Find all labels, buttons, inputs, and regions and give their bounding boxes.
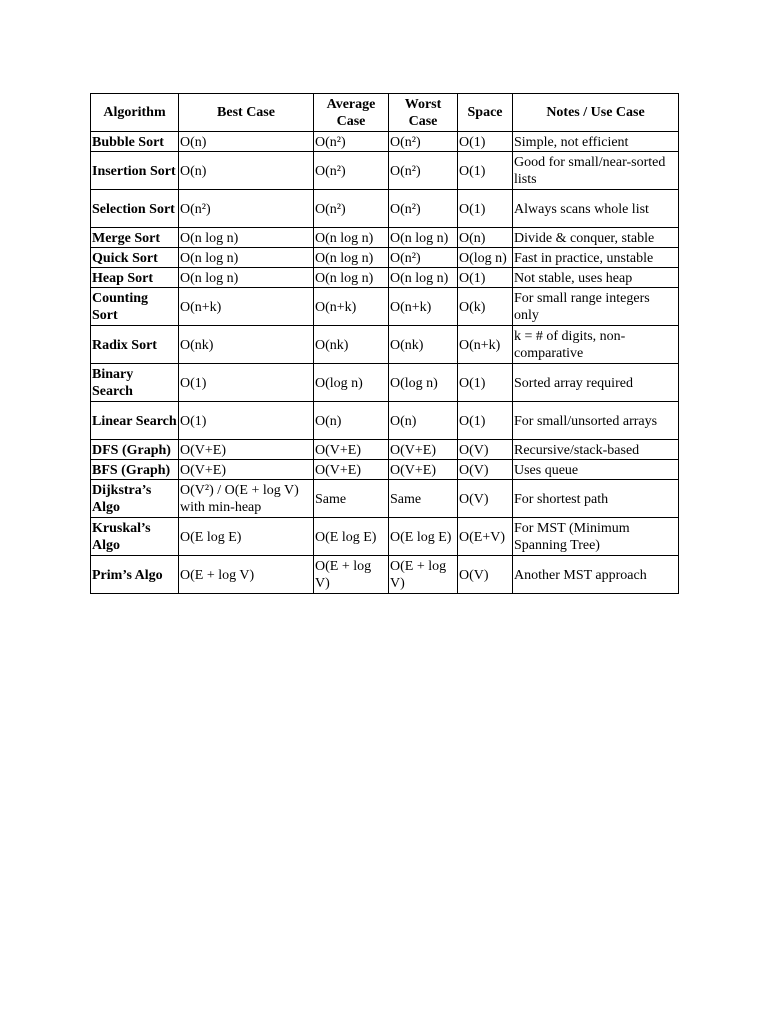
- algorithm-cell: Merge Sort: [91, 228, 179, 248]
- best-case-cell: O(1): [179, 402, 314, 440]
- notes-cell: Another MST approach: [513, 556, 679, 594]
- average-case-cell: O(E + log V): [314, 556, 389, 594]
- best-case-cell: O(V+E): [179, 460, 314, 480]
- table-body: [91, 132, 679, 594]
- table-row: [91, 228, 679, 248]
- space-cell: O(log n): [458, 248, 513, 268]
- average-case-cell: O(n²): [314, 132, 389, 152]
- algorithm-cell: Linear Search: [91, 402, 179, 440]
- worst-case-cell: O(E log E): [389, 518, 458, 556]
- algorithm-cell: Heap Sort: [91, 268, 179, 288]
- worst-case-cell: O(n): [389, 402, 458, 440]
- table-row: [91, 440, 679, 460]
- space-cell: O(n+k): [458, 326, 513, 364]
- average-case-cell: O(nk): [314, 326, 389, 364]
- best-case-cell: O(n²): [179, 190, 314, 228]
- notes-cell: For shortest path: [513, 480, 679, 518]
- header-average-case: Average Case: [314, 94, 389, 132]
- best-case-cell: O(n): [179, 152, 314, 190]
- space-cell: O(1): [458, 152, 513, 190]
- worst-case-cell: O(n²): [389, 190, 458, 228]
- space-cell: O(V): [458, 460, 513, 480]
- worst-case-cell: O(V+E): [389, 440, 458, 460]
- algorithm-cell: Quick Sort: [91, 248, 179, 268]
- header-algorithm: Algorithm: [91, 94, 179, 132]
- best-case-cell: O(n+k): [179, 288, 314, 326]
- average-case-cell: O(V+E): [314, 440, 389, 460]
- worst-case-cell: O(n+k): [389, 288, 458, 326]
- average-case-cell: O(n+k): [314, 288, 389, 326]
- notes-cell: Good for small/near-sorted lists: [513, 152, 679, 190]
- average-case-cell: O(n²): [314, 152, 389, 190]
- best-case-cell: O(V²) / O(E + log V) with min-heap: [179, 480, 314, 518]
- best-case-cell: O(E log E): [179, 518, 314, 556]
- table-row: [91, 132, 679, 152]
- notes-cell: Not stable, uses heap: [513, 268, 679, 288]
- table-row: [91, 480, 679, 518]
- average-case-cell: O(n log n): [314, 268, 389, 288]
- table-row: [91, 268, 679, 288]
- space-cell: O(k): [458, 288, 513, 326]
- table-header: [91, 94, 679, 132]
- average-case-cell: O(E log E): [314, 518, 389, 556]
- worst-case-cell: O(n²): [389, 132, 458, 152]
- header-notes: Notes / Use Case: [513, 94, 679, 132]
- best-case-cell: O(n log n): [179, 248, 314, 268]
- notes-cell: k = # of digits, non-comparative: [513, 326, 679, 364]
- complexity-table: [90, 93, 679, 594]
- worst-case-cell: O(n²): [389, 152, 458, 190]
- best-case-cell: O(1): [179, 364, 314, 402]
- notes-cell: For small range integers only: [513, 288, 679, 326]
- header-space: Space: [458, 94, 513, 132]
- space-cell: O(E+V): [458, 518, 513, 556]
- table-row: [91, 364, 679, 402]
- space-cell: O(1): [458, 402, 513, 440]
- notes-cell: Fast in practice, unstable: [513, 248, 679, 268]
- algorithm-cell: Selection Sort: [91, 190, 179, 228]
- worst-case-cell: O(log n): [389, 364, 458, 402]
- space-cell: O(1): [458, 364, 513, 402]
- best-case-cell: O(n): [179, 132, 314, 152]
- space-cell: O(1): [458, 132, 513, 152]
- notes-cell: Recursive/stack-based: [513, 440, 679, 460]
- average-case-cell: O(V+E): [314, 460, 389, 480]
- best-case-cell: O(V+E): [179, 440, 314, 460]
- worst-case-cell: Same: [389, 480, 458, 518]
- worst-case-cell: O(nk): [389, 326, 458, 364]
- average-case-cell: O(n log n): [314, 228, 389, 248]
- worst-case-cell: O(V+E): [389, 460, 458, 480]
- average-case-cell: Same: [314, 480, 389, 518]
- table-row: [91, 518, 679, 556]
- best-case-cell: O(n log n): [179, 268, 314, 288]
- notes-cell: Simple, not efficient: [513, 132, 679, 152]
- table-row: [91, 152, 679, 190]
- notes-cell: Sorted array required: [513, 364, 679, 402]
- algorithm-cell: Insertion Sort: [91, 152, 179, 190]
- algorithm-cell: Bubble Sort: [91, 132, 179, 152]
- average-case-cell: O(n²): [314, 190, 389, 228]
- notes-cell: For small/unsorted arrays: [513, 402, 679, 440]
- table-row: [91, 190, 679, 228]
- average-case-cell: O(n): [314, 402, 389, 440]
- worst-case-cell: O(n log n): [389, 228, 458, 248]
- worst-case-cell: O(n²): [389, 248, 458, 268]
- notes-cell: For MST (Minimum Spanning Tree): [513, 518, 679, 556]
- algorithm-cell: Counting Sort: [91, 288, 179, 326]
- notes-cell: Uses queue: [513, 460, 679, 480]
- algorithm-cell: Radix Sort: [91, 326, 179, 364]
- space-cell: O(V): [458, 440, 513, 460]
- header-worst-case: Worst Case: [389, 94, 458, 132]
- algorithm-cell: Binary Search: [91, 364, 179, 402]
- table-row: [91, 556, 679, 594]
- average-case-cell: O(n log n): [314, 248, 389, 268]
- space-cell: O(V): [458, 480, 513, 518]
- table-row: [91, 248, 679, 268]
- algorithm-cell: Kruskal’s Algo: [91, 518, 179, 556]
- best-case-cell: O(E + log V): [179, 556, 314, 594]
- average-case-cell: O(log n): [314, 364, 389, 402]
- table-row: [91, 402, 679, 440]
- notes-cell: Divide & conquer, stable: [513, 228, 679, 248]
- table-row: [91, 460, 679, 480]
- best-case-cell: O(n log n): [179, 228, 314, 248]
- space-cell: O(n): [458, 228, 513, 248]
- header-row: [91, 94, 679, 132]
- worst-case-cell: O(n log n): [389, 268, 458, 288]
- header-best-case: Best Case: [179, 94, 314, 132]
- algorithm-cell: Prim’s Algo: [91, 556, 179, 594]
- best-case-cell: O(nk): [179, 326, 314, 364]
- algorithm-cell: BFS (Graph): [91, 460, 179, 480]
- space-cell: O(1): [458, 190, 513, 228]
- algorithm-cell: Dijkstra’s Algo: [91, 480, 179, 518]
- notes-cell: Always scans whole list: [513, 190, 679, 228]
- space-cell: O(V): [458, 556, 513, 594]
- worst-case-cell: O(E + log V): [389, 556, 458, 594]
- algorithm-cell: DFS (Graph): [91, 440, 179, 460]
- space-cell: O(1): [458, 268, 513, 288]
- table-row: [91, 288, 679, 326]
- table-row: [91, 326, 679, 364]
